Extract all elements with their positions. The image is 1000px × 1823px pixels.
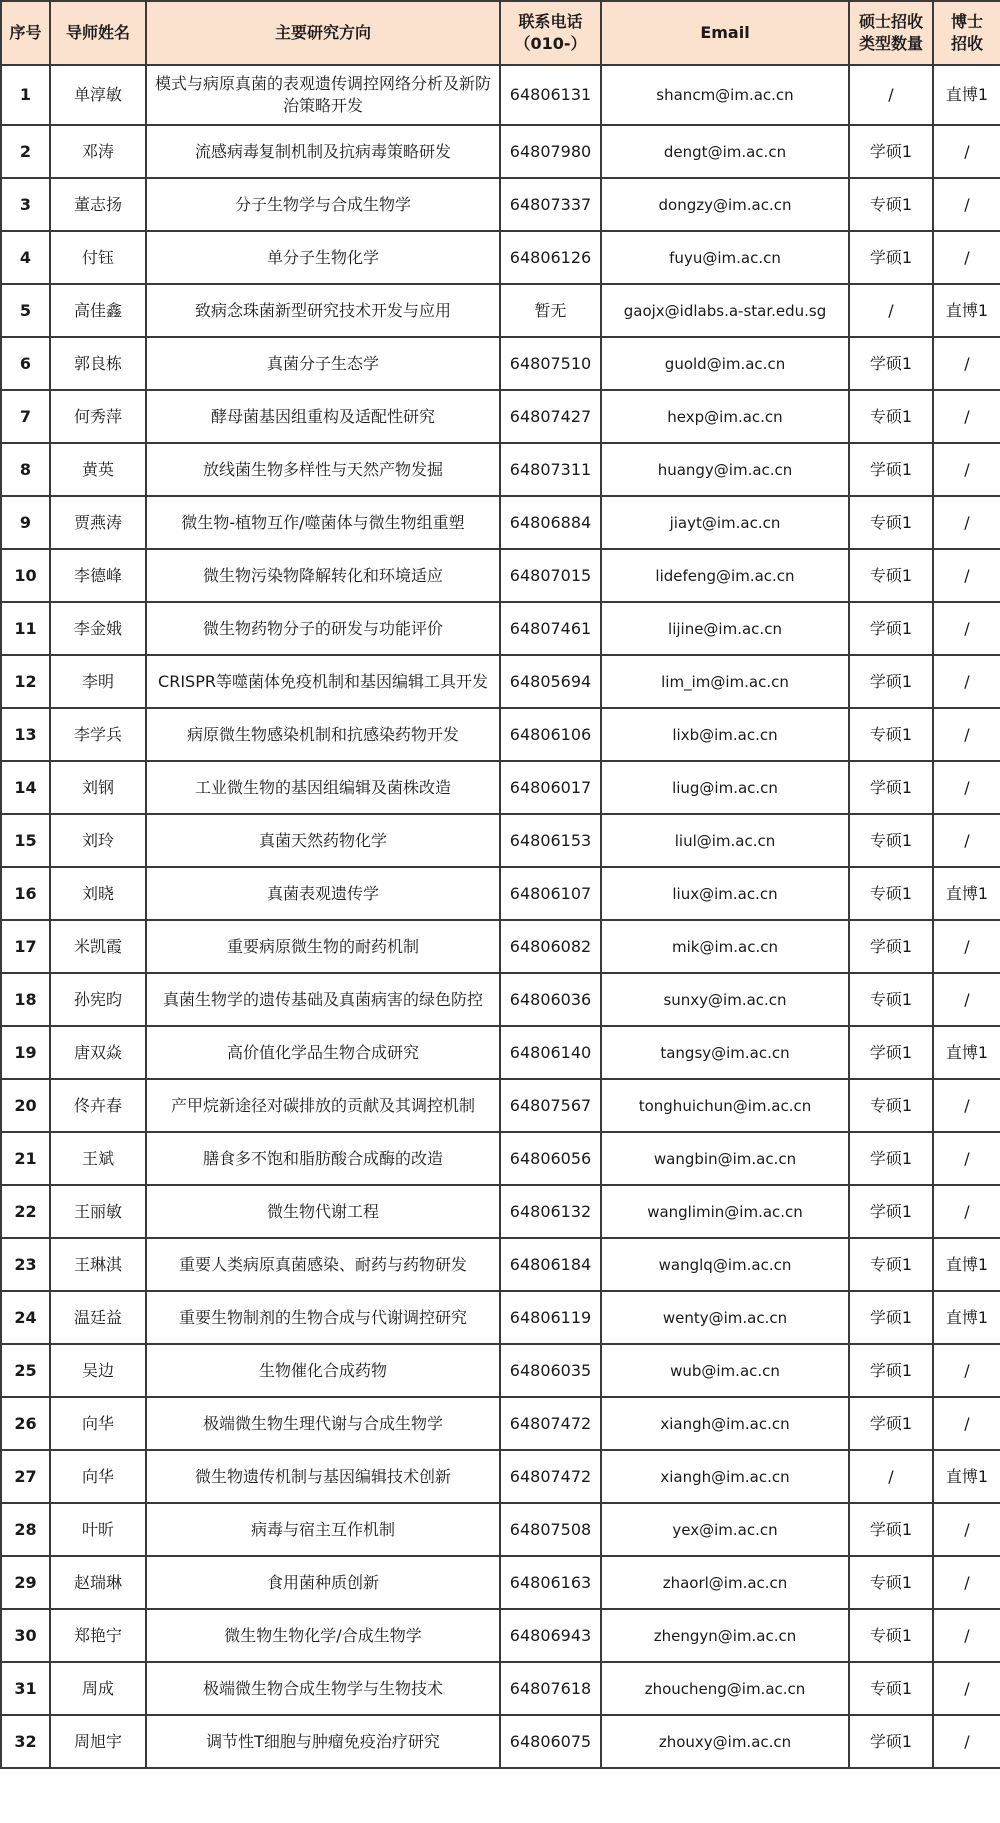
cell-master-quota: / xyxy=(849,65,933,125)
cell-phd-quota: / xyxy=(933,761,1000,814)
cell-phone: 64806106 xyxy=(500,708,601,761)
table-row xyxy=(1,1397,1000,1450)
cell-direction: 真菌生物学的遗传基础及真菌病害的绿色防控 xyxy=(146,973,500,1026)
cell-email: lixb@im.ac.cn xyxy=(601,708,849,761)
cell-direction: 病原微生物感染机制和抗感染药物开发 xyxy=(146,708,500,761)
cell-phd-quota: 直博1 xyxy=(933,1291,1000,1344)
cell-phd-quota: 直博1 xyxy=(933,1026,1000,1079)
header-phone-line1: 联系电话 xyxy=(518,12,583,31)
cell-phone: 64806075 xyxy=(500,1715,601,1768)
cell-master-quota: 专硕1 xyxy=(849,1238,933,1291)
cell-master-quota: 专硕1 xyxy=(849,549,933,602)
cell-direction: 模式与病原真菌的表观遗传调控网络分析及新防治策略开发 xyxy=(146,65,500,125)
table-row xyxy=(1,1609,1000,1662)
table-row xyxy=(1,1662,1000,1715)
cell-master-quota: / xyxy=(849,284,933,337)
cell-email: hexp@im.ac.cn xyxy=(601,390,849,443)
table-row xyxy=(1,1503,1000,1556)
cell-phd-quota: / xyxy=(933,178,1000,231)
cell-email: fuyu@im.ac.cn xyxy=(601,231,849,284)
table-row xyxy=(1,549,1000,602)
cell-index: 26 xyxy=(1,1397,50,1450)
table-row xyxy=(1,1238,1000,1291)
cell-master-quota: 学硕1 xyxy=(849,1185,933,1238)
cell-phone: 64805694 xyxy=(500,655,601,708)
cell-email: yex@im.ac.cn xyxy=(601,1503,849,1556)
cell-master-quota: 学硕1 xyxy=(849,337,933,390)
cell-master-quota: 学硕1 xyxy=(849,443,933,496)
cell-index: 29 xyxy=(1,1556,50,1609)
cell-phd-quota: / xyxy=(933,1609,1000,1662)
table-row xyxy=(1,920,1000,973)
cell-email: wangbin@im.ac.cn xyxy=(601,1132,849,1185)
cell-phone: 64807427 xyxy=(500,390,601,443)
cell-phone: 64807472 xyxy=(500,1450,601,1503)
cell-phone: 64806184 xyxy=(500,1238,601,1291)
cell-index: 4 xyxy=(1,231,50,284)
cell-index: 20 xyxy=(1,1079,50,1132)
table-row xyxy=(1,1132,1000,1185)
cell-email: lim_im@im.ac.cn xyxy=(601,655,849,708)
cell-email: xiangh@im.ac.cn xyxy=(601,1450,849,1503)
header-index: 序号 xyxy=(1,1,50,65)
cell-phone: 暂无 xyxy=(500,284,601,337)
table-row xyxy=(1,178,1000,231)
cell-master-quota: 专硕1 xyxy=(849,1079,933,1132)
cell-email: wub@im.ac.cn xyxy=(601,1344,849,1397)
cell-email: lijine@im.ac.cn xyxy=(601,602,849,655)
cell-master-quota: 学硕1 xyxy=(849,125,933,178)
cell-phone: 64806132 xyxy=(500,1185,601,1238)
cell-phone: 64806943 xyxy=(500,1609,601,1662)
cell-name: 温廷益 xyxy=(50,1291,146,1344)
table-row xyxy=(1,1344,1000,1397)
table-row xyxy=(1,1026,1000,1079)
cell-phd-quota: / xyxy=(933,337,1000,390)
cell-email: sunxy@im.ac.cn xyxy=(601,973,849,1026)
header-row xyxy=(1,1,1000,65)
cell-name: 周旭宇 xyxy=(50,1715,146,1768)
cell-index: 23 xyxy=(1,1238,50,1291)
cell-master-quota: 专硕1 xyxy=(849,178,933,231)
cell-direction: 重要病原微生物的耐药机制 xyxy=(146,920,500,973)
table-row xyxy=(1,1291,1000,1344)
cell-email: zhoucheng@im.ac.cn xyxy=(601,1662,849,1715)
table-row xyxy=(1,231,1000,284)
cell-name: 唐双焱 xyxy=(50,1026,146,1079)
cell-phone: 64806131 xyxy=(500,65,601,125)
table-row xyxy=(1,973,1000,1026)
cell-name: 赵瑞琳 xyxy=(50,1556,146,1609)
cell-index: 9 xyxy=(1,496,50,549)
cell-phd-quota: 直博1 xyxy=(933,65,1000,125)
cell-direction: 极端微生物合成生物学与生物技术 xyxy=(146,1662,500,1715)
cell-name: 周成 xyxy=(50,1662,146,1715)
cell-direction: 微生物污染物降解转化和环境适应 xyxy=(146,549,500,602)
cell-name: 单淳敏 xyxy=(50,65,146,125)
cell-phd-quota: / xyxy=(933,708,1000,761)
header-direction: 主要研究方向 xyxy=(146,1,500,65)
cell-direction: 产甲烷新途径对碳排放的贡献及其调控机制 xyxy=(146,1079,500,1132)
cell-phone: 64807015 xyxy=(500,549,601,602)
table-row xyxy=(1,655,1000,708)
cell-phone: 64806884 xyxy=(500,496,601,549)
cell-phd-quota: / xyxy=(933,814,1000,867)
cell-master-quota: / xyxy=(849,1450,933,1503)
cell-phd-quota: / xyxy=(933,1397,1000,1450)
cell-phone: 64806035 xyxy=(500,1344,601,1397)
cell-phone: 64807618 xyxy=(500,1662,601,1715)
cell-index: 12 xyxy=(1,655,50,708)
cell-master-quota: 专硕1 xyxy=(849,496,933,549)
cell-direction: 真菌表观遗传学 xyxy=(146,867,500,920)
cell-phone: 64806082 xyxy=(500,920,601,973)
cell-phone: 64807472 xyxy=(500,1397,601,1450)
cell-phd-quota: / xyxy=(933,1715,1000,1768)
cell-phd-quota: / xyxy=(933,390,1000,443)
cell-direction: 生物催化合成药物 xyxy=(146,1344,500,1397)
cell-name: 孙宪昀 xyxy=(50,973,146,1026)
cell-phone: 64807510 xyxy=(500,337,601,390)
cell-direction: 高价值化学品生物合成研究 xyxy=(146,1026,500,1079)
cell-index: 15 xyxy=(1,814,50,867)
cell-phone: 64806107 xyxy=(500,867,601,920)
cell-email: tangsy@im.ac.cn xyxy=(601,1026,849,1079)
cell-phd-quota: / xyxy=(933,920,1000,973)
cell-direction: 致病念珠菌新型研究技术开发与应用 xyxy=(146,284,500,337)
cell-email: liul@im.ac.cn xyxy=(601,814,849,867)
cell-name: 高佳鑫 xyxy=(50,284,146,337)
cell-name: 李学兵 xyxy=(50,708,146,761)
cell-index: 5 xyxy=(1,284,50,337)
table-row xyxy=(1,337,1000,390)
cell-master-quota: 学硕1 xyxy=(849,1397,933,1450)
table-row xyxy=(1,1715,1000,1768)
cell-name: 刘玲 xyxy=(50,814,146,867)
cell-phone: 64807461 xyxy=(500,602,601,655)
cell-phd-quota: / xyxy=(933,973,1000,1026)
cell-index: 7 xyxy=(1,390,50,443)
cell-email: huangy@im.ac.cn xyxy=(601,443,849,496)
cell-index: 14 xyxy=(1,761,50,814)
cell-direction: 真菌分子生态学 xyxy=(146,337,500,390)
cell-name: 向华 xyxy=(50,1397,146,1450)
cell-phone: 64807311 xyxy=(500,443,601,496)
cell-name: 董志扬 xyxy=(50,178,146,231)
cell-phone: 64806017 xyxy=(500,761,601,814)
cell-name: 何秀萍 xyxy=(50,390,146,443)
cell-phd-quota: / xyxy=(933,602,1000,655)
cell-email: xiangh@im.ac.cn xyxy=(601,1397,849,1450)
table-row xyxy=(1,65,1000,125)
cell-name: 向华 xyxy=(50,1450,146,1503)
cell-index: 18 xyxy=(1,973,50,1026)
header-master-line1: 硕士招收 xyxy=(858,12,923,31)
cell-direction: 极端微生物生理代谢与合成生物学 xyxy=(146,1397,500,1450)
cell-phone: 64806153 xyxy=(500,814,601,867)
cell-name: 邓涛 xyxy=(50,125,146,178)
cell-master-quota: 专硕1 xyxy=(849,1556,933,1609)
cell-phd-quota: / xyxy=(933,443,1000,496)
cell-email: wanglq@im.ac.cn xyxy=(601,1238,849,1291)
cell-direction: 单分子生物化学 xyxy=(146,231,500,284)
cell-master-quota: 学硕1 xyxy=(849,602,933,655)
cell-phd-quota: / xyxy=(933,1344,1000,1397)
cell-direction: 流感病毒复制机制及抗病毒策略研发 xyxy=(146,125,500,178)
cell-email: wenty@im.ac.cn xyxy=(601,1291,849,1344)
cell-name: 米凯霞 xyxy=(50,920,146,973)
cell-phone: 64807980 xyxy=(500,125,601,178)
cell-email: lidefeng@im.ac.cn xyxy=(601,549,849,602)
cell-phd-quota: / xyxy=(933,1556,1000,1609)
cell-direction: 酵母菌基因组重构及适配性研究 xyxy=(146,390,500,443)
cell-phd-quota: 直博1 xyxy=(933,1238,1000,1291)
cell-master-quota: 学硕1 xyxy=(849,1291,933,1344)
cell-direction: 微生物生物化学/合成生物学 xyxy=(146,1609,500,1662)
cell-phd-quota: / xyxy=(933,231,1000,284)
table-row xyxy=(1,602,1000,655)
cell-phone: 64807567 xyxy=(500,1079,601,1132)
cell-email: guold@im.ac.cn xyxy=(601,337,849,390)
table-row xyxy=(1,390,1000,443)
cell-index: 13 xyxy=(1,708,50,761)
cell-phone: 64807337 xyxy=(500,178,601,231)
cell-phd-quota: / xyxy=(933,1132,1000,1185)
cell-name: 刘钢 xyxy=(50,761,146,814)
cell-master-quota: 专硕1 xyxy=(849,390,933,443)
cell-name: 付钰 xyxy=(50,231,146,284)
table-row xyxy=(1,1079,1000,1132)
cell-direction: 工业微生物的基因组编辑及菌株改造 xyxy=(146,761,500,814)
cell-name: 王丽敏 xyxy=(50,1185,146,1238)
cell-email: zhaorl@im.ac.cn xyxy=(601,1556,849,1609)
cell-index: 22 xyxy=(1,1185,50,1238)
table-row xyxy=(1,1185,1000,1238)
cell-master-quota: 学硕1 xyxy=(849,231,933,284)
cell-email: liug@im.ac.cn xyxy=(601,761,849,814)
table-row xyxy=(1,1450,1000,1503)
cell-email: tonghuichun@im.ac.cn xyxy=(601,1079,849,1132)
cell-index: 10 xyxy=(1,549,50,602)
cell-phd-quota: / xyxy=(933,1503,1000,1556)
table-row xyxy=(1,708,1000,761)
cell-index: 28 xyxy=(1,1503,50,1556)
cell-master-quota: 学硕1 xyxy=(849,920,933,973)
cell-phd-quota: 直博1 xyxy=(933,284,1000,337)
cell-master-quota: 专硕1 xyxy=(849,867,933,920)
header-phd-line1: 博士 xyxy=(950,12,983,31)
cell-index: 11 xyxy=(1,602,50,655)
cell-email: shancm@im.ac.cn xyxy=(601,65,849,125)
cell-direction: 真菌天然药物化学 xyxy=(146,814,500,867)
cell-email: dongzy@im.ac.cn xyxy=(601,178,849,231)
header-name: 导师姓名 xyxy=(50,1,146,65)
cell-name: 黄英 xyxy=(50,443,146,496)
cell-master-quota: 学硕1 xyxy=(849,1503,933,1556)
cell-master-quota: 专硕1 xyxy=(849,708,933,761)
cell-name: 李明 xyxy=(50,655,146,708)
cell-phd-quota: 直博1 xyxy=(933,1450,1000,1503)
table-row xyxy=(1,284,1000,337)
table-row xyxy=(1,125,1000,178)
cell-email: wanglimin@im.ac.cn xyxy=(601,1185,849,1238)
cell-name: 李德峰 xyxy=(50,549,146,602)
cell-phd-quota: / xyxy=(933,1185,1000,1238)
header-phd-line2: 招收 xyxy=(950,34,983,53)
cell-index: 31 xyxy=(1,1662,50,1715)
cell-index: 30 xyxy=(1,1609,50,1662)
cell-index: 25 xyxy=(1,1344,50,1397)
cell-index: 27 xyxy=(1,1450,50,1503)
table-row xyxy=(1,496,1000,549)
cell-phone: 64806036 xyxy=(500,973,601,1026)
table-row xyxy=(1,443,1000,496)
cell-index: 2 xyxy=(1,125,50,178)
cell-direction: 食用菌种质创新 xyxy=(146,1556,500,1609)
cell-master-quota: 学硕1 xyxy=(849,1344,933,1397)
cell-phone: 64806126 xyxy=(500,231,601,284)
cell-direction: 调节性T细胞与肿瘤免疫治疗研究 xyxy=(146,1715,500,1768)
cell-direction: 重要人类病原真菌感染、耐药与药物研发 xyxy=(146,1238,500,1291)
cell-master-quota: 专硕1 xyxy=(849,814,933,867)
header-phone xyxy=(500,1,601,65)
cell-phone: 64806056 xyxy=(500,1132,601,1185)
cell-index: 8 xyxy=(1,443,50,496)
cell-master-quota: 学硕1 xyxy=(849,655,933,708)
table-row xyxy=(1,867,1000,920)
cell-index: 17 xyxy=(1,920,50,973)
cell-name: 贾燕涛 xyxy=(50,496,146,549)
cell-index: 6 xyxy=(1,337,50,390)
header-master-line2: 类型数量 xyxy=(858,34,923,53)
cell-name: 刘晓 xyxy=(50,867,146,920)
cell-name: 叶昕 xyxy=(50,1503,146,1556)
cell-master-quota: 学硕1 xyxy=(849,1132,933,1185)
cell-master-quota: 专硕1 xyxy=(849,1662,933,1715)
cell-phd-quota: 直博1 xyxy=(933,867,1000,920)
cell-direction: 病毒与宿主互作机制 xyxy=(146,1503,500,1556)
cell-name: 王斌 xyxy=(50,1132,146,1185)
cell-index: 16 xyxy=(1,867,50,920)
cell-master-quota: 学硕1 xyxy=(849,761,933,814)
cell-index: 21 xyxy=(1,1132,50,1185)
cell-phd-quota: / xyxy=(933,1079,1000,1132)
cell-email: mik@im.ac.cn xyxy=(601,920,849,973)
cell-direction: 微生物-植物互作/噬菌体与微生物组重塑 xyxy=(146,496,500,549)
cell-direction: 膳食多不饱和脂肪酸合成酶的改造 xyxy=(146,1132,500,1185)
cell-index: 24 xyxy=(1,1291,50,1344)
cell-master-quota: 专硕1 xyxy=(849,1609,933,1662)
table-row xyxy=(1,814,1000,867)
cell-direction: 放线菌生物多样性与天然产物发掘 xyxy=(146,443,500,496)
cell-name: 吴边 xyxy=(50,1344,146,1397)
cell-direction: 微生物遗传机制与基因编辑技术创新 xyxy=(146,1450,500,1503)
cell-email: dengt@im.ac.cn xyxy=(601,125,849,178)
cell-direction: 微生物药物分子的研发与功能评价 xyxy=(146,602,500,655)
cell-phd-quota: / xyxy=(933,549,1000,602)
table-row xyxy=(1,1556,1000,1609)
cell-master-quota: 学硕1 xyxy=(849,1026,933,1079)
cell-phone: 64806119 xyxy=(500,1291,601,1344)
table-row xyxy=(1,761,1000,814)
cell-direction: CRISPR等噬菌体免疫机制和基因编辑工具开发 xyxy=(146,655,500,708)
cell-email: liux@im.ac.cn xyxy=(601,867,849,920)
table-body xyxy=(1,65,1000,1768)
cell-phone: 64806140 xyxy=(500,1026,601,1079)
cell-phone: 64807508 xyxy=(500,1503,601,1556)
cell-direction: 微生物代谢工程 xyxy=(146,1185,500,1238)
cell-phd-quota: / xyxy=(933,1662,1000,1715)
cell-phd-quota: / xyxy=(933,655,1000,708)
cell-email: zhouxy@im.ac.cn xyxy=(601,1715,849,1768)
cell-index: 32 xyxy=(1,1715,50,1768)
cell-index: 1 xyxy=(1,65,50,125)
header-phone-line2: （010-） xyxy=(514,34,587,53)
cell-phd-quota: / xyxy=(933,125,1000,178)
cell-email: jiayt@im.ac.cn xyxy=(601,496,849,549)
cell-phd-quota: / xyxy=(933,496,1000,549)
cell-email: zhengyn@im.ac.cn xyxy=(601,1609,849,1662)
cell-direction: 重要生物制剂的生物合成与代谢调控研究 xyxy=(146,1291,500,1344)
header-master xyxy=(849,1,933,65)
cell-name: 李金娥 xyxy=(50,602,146,655)
cell-master-quota: 专硕1 xyxy=(849,973,933,1026)
cell-index: 19 xyxy=(1,1026,50,1079)
cell-name: 佟卉春 xyxy=(50,1079,146,1132)
cell-index: 3 xyxy=(1,178,50,231)
cell-phone: 64806163 xyxy=(500,1556,601,1609)
cell-name: 郑艳宁 xyxy=(50,1609,146,1662)
cell-name: 王琳淇 xyxy=(50,1238,146,1291)
cell-direction: 分子生物学与合成生物学 xyxy=(146,178,500,231)
header-phd xyxy=(933,1,1000,65)
cell-name: 郭良栋 xyxy=(50,337,146,390)
cell-email: gaojx@idlabs.a-star.edu.sg xyxy=(601,284,849,337)
cell-master-quota: 学硕1 xyxy=(849,1715,933,1768)
header-email: Email xyxy=(601,1,849,65)
